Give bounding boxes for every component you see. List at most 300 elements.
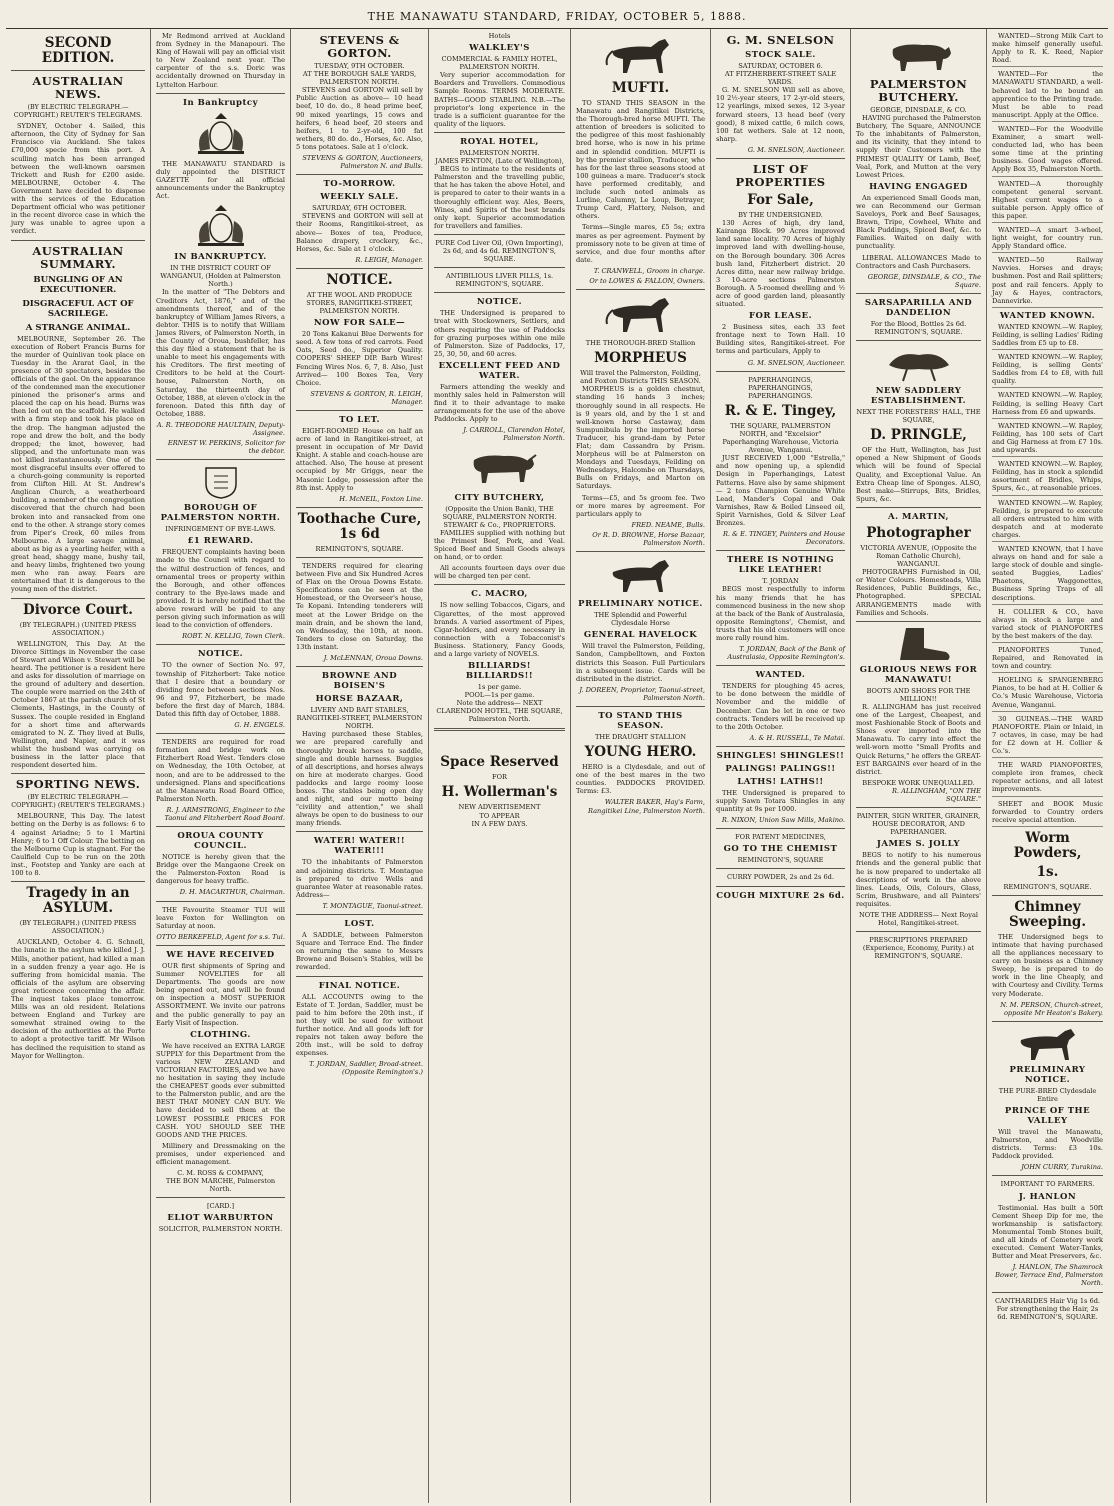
- accounts-note: All accounts fourteen days over due will be charged ten per cent.: [434, 564, 565, 581]
- card-label: [CARD.]: [206, 1202, 235, 1211]
- divider: [296, 666, 423, 667]
- lost-heading: LOST.: [344, 919, 375, 930]
- saddlery-heading: NEW SADDLERY ESTABLISHMENT.: [870, 386, 967, 407]
- havelock-body: Will travel the Palmerston, Feilding, Sandon, Campbelltown, and Foxton districts this Season. Full Particulars in a subsequent issue. Cards will be distributed in the district.: [576, 642, 705, 683]
- pringle-body: OF the Hutt, Wellington, has Just opened a New Shipment of Goods which will be found of Special Quality, and Exceptional Value. An Extra Cheap line of Sponges. ALSO, Best make—Stirrups, Bits, Bridles, Spurs, &c.: [856, 446, 981, 503]
- jolly-address: NOTE THE ADDRESS— Next Royal Hotel, Rangitikei-street.: [858, 911, 979, 928]
- column-2: [151, 29, 291, 1503]
- jordan-name: T. JORDAN: [762, 577, 799, 586]
- divider: [716, 868, 845, 869]
- divider: [296, 557, 423, 558]
- court-signature: A. R. THEODORE HAULTAIN, Deputy-Assignee.: [156, 420, 285, 437]
- dinsdale-body: HAVING purchased the Palmerston Butchery, The Square, ANNOUNCE To the inhabitants of Palmerston, and its vicinity, that they intend to supply their Customers with the PRIMEST QUALITY Of Lamb, Beef, Veal, Pork, and Mutton at the very Lowest Prices.: [856, 114, 981, 179]
- browne-heading: BROWNE AND BOISEN'S: [321, 671, 398, 692]
- tingey-sub: THE SQUARE, PALMERSTON NORTH, and "Excelsior" Paperhanging Warehouse, Victoria Avenue, Wanganui.: [722, 421, 839, 455]
- divider: [716, 746, 845, 747]
- ross-name: C. M. ROSS & COMPANY,: [177, 1169, 264, 1178]
- wanted-known-ad: WANTED KNOWN, that I have always on hand and for sale a large stock of double and single-seated Buggies, Ladies' Phaetons, Waggonettes, Business Spring Traps of all descriptions.: [992, 545, 1103, 605]
- patent-heading: FOR PATENT MEDICINES,: [735, 833, 826, 842]
- butchery-heading: CITY BUTCHERY,: [454, 492, 545, 503]
- divider: [156, 1197, 285, 1198]
- browne-body: Having purchased these Stables, we are prepared carefully and thoroughly break horses to saddle, single and double harness. Buggies of all descriptions, and horses always on hire at moderate charges. Good paddocks and large roomy loose boxes. The stables being open day and night, and our motto being "civility and attention," we shall always be open to do business to our many friends.: [296, 730, 423, 828]
- prelim-heading: PRELIMINARY NOTICE.: [1009, 1064, 1086, 1085]
- prelim-heading: PRELIMINARY NOTICE.: [578, 599, 703, 610]
- divider: [156, 644, 285, 645]
- divider: [992, 1021, 1103, 1022]
- column-1: [6, 29, 151, 1503]
- prince-body: Will travel the Manawatu, Palmerston, and Woodville districts. Terms: £3 10s. Paddock provided.: [992, 1128, 1103, 1161]
- clothing-heading: CLOTHING.: [190, 1029, 251, 1040]
- divider: [716, 828, 845, 829]
- divider: [576, 706, 705, 707]
- feed-heading: EXCELLENT FEED AND WATER.: [438, 360, 561, 381]
- wanted-known-heading: WANTED KNOWN.: [999, 310, 1096, 321]
- wanted-known-ad: WANTED KNOWN.—W. Rapley, Feilding, is prepared to execute all orders entrusted to him with despatch and at moderate charges.: [992, 499, 1103, 542]
- lease-signature: G. M. SNELSON, Auctioneer.: [747, 358, 845, 367]
- millinery-text: Millinery and Dressmaking on the premises, under experienced and efficient management.: [156, 1141, 285, 1166]
- boot-icon: [880, 626, 958, 662]
- summary-body: MELBOURNE, September 26. The execution of Robert Francis Burns for the murder of Quinlivan took place on Tuesday in the Ararat Gaol, in the presence of 30 spectators, besides the officials of the gaol. On the appearance of the condemned man the executioner pinioned the prisoner's arms and placed the cap on his head. Burns was then led out on the scaffold. He walked with a firm step and took his place on the drop. The hangman adjusted the rope and drew the bolt, and the body dropped; the knot, however, had slipped, and the unfortunate man was not killed instantaneously. One of the most disgraceful insults ever offered to a church-going community is reported from Clifton Hill. At St. Andrew's Anglican Church, a weatherboard building, a member of the congregation discovered that the church had been broken into and ransacked from one end to the other. A strange story comes from Piper's Creek, 60 miles from Melbourne. A large savage animal, about as big as a yearling heifer, with a great head, shaggy mane, bushy tail, and heavy limbs, frightened two young men who ran away. Fears are entertained that it is dangerous to the young men of the district.: [11, 334, 145, 594]
- properties-list: 130 Acres of high, dry land, Kairanga Block. 99 Acres improved land same locality. 70 Acres of highly improved land with dwelling-house, on the Borough boundary. 306 Acres bush land, Fitzherbert district. 20 Acres ditto, near new railway bridge. 3 10-acre sections Palmerston Borough. A 5-roomed dwelling and ½ acre of good garden land, pleasantly situated.: [716, 219, 845, 309]
- pringle-heading: D. PRINGLE,: [870, 427, 967, 444]
- feed-signature: J. CARROLL, Clarendon Hotel, Palmerston North.: [463, 426, 565, 443]
- weekly-signature: R. LEIGH, Manager.: [355, 255, 423, 264]
- pills-ad: ANTIBILIOUS LIVER PILLS, 1s. REMINGTON'S, SQUARE.: [445, 272, 554, 289]
- bylaws-heading: INFRINGEMENT OF BYE-LAWS.: [165, 525, 276, 534]
- reward-heading: £1 REWARD.: [187, 536, 254, 547]
- codliver-ad: PURE Cod Liver Oil, (Own Importing), 2s 6d, and 4s 6d. REMINGTON'S, SQUARE.: [435, 238, 564, 264]
- morpheus-body: MORPHEUS is a golden chestnut, standing 16 hands 3 inches; thoroughly sound in all respects. He is 9 years old, and by the 1 st and well-known horse Castaway, dam Sumpunibula by the imported horse Traducer, his grand-dam by Peter Flat; dam Cassandra by Prism. Morpheus will be at Palmerston on Mondays and Tuesdays, Feilding on Wednesdays, Halcombe on Thursdays, Bulls on Fridays, and Marton on Saturdays.: [576, 385, 705, 491]
- hanlon-name: J. HANLON: [1018, 1191, 1077, 1202]
- horse-icon: [1011, 1026, 1085, 1062]
- notice-signature: G. H. ENGELS.: [234, 721, 285, 730]
- weekly-heading: WEEKLY SALE.: [320, 192, 399, 203]
- clearing-body: TENDERS required for clearing between Five and Six Hundred Acres of Flax on the Oroua Downs Estate. Specifications can be seen at the Homestead, or the Overseer's house, Te Kopani. Intending tenderers will meet at the Lower Bridge on the main drain, and be shown the land, on Wednesday, the 10th, at noon. Tenders to close on Saturday, the 13th instant.: [296, 561, 423, 651]
- farmers-heading: IMPORTANT TO FARMERS.: [1000, 1180, 1095, 1189]
- divider: [716, 371, 845, 372]
- divider: [156, 945, 285, 946]
- weekly-date: SATURDAY, 6TH OCTOBER.: [312, 204, 407, 213]
- received-body: OUR first shipments of Spring and Summer NOVELTIES for all Departments. The goods are now being opened out, and will be found on inspection a MOST SUPERIOR ASSORTMENT. We invite our patrons and the public generally to pay an Early Visit of Inspection.: [156, 961, 285, 1027]
- divider: [716, 886, 845, 887]
- bankruptcy-heading: In Bankruptcy: [182, 97, 259, 108]
- stevens-heading: STEVENS & GORTON.: [319, 33, 400, 60]
- remington-address: REMINGTON'S, SQUARE: [737, 856, 824, 865]
- bazaar-heading: HORSE BAZAAR,: [315, 694, 404, 705]
- court-body: In the matter of "The Debtors and Creditors Act, 1876," and of the amendments thereof, and of the bankruptcy of William James Rivers, a debtor. THIS is to notify that William James Rivers, of Palmerston North, in the County of Oroua, bushfeller, has this day filed a statement that he is unable to meet his engagements with his Creditors. The first meeting of Creditors to be held at the Court-house, Palmerston North, on Saturday, the thirteenth day of October, 1888, at eleven o'clock in the forenoon. Dated this fifth day of October, 1888.: [156, 288, 285, 418]
- divider: [156, 459, 285, 460]
- warburton-address: SOLICITOR, PALMERSTON NORTH.: [158, 1225, 283, 1234]
- pool-price: POOL—1s per game.: [464, 691, 535, 700]
- tostand-heading: TO STAND THIS SEASON.: [598, 710, 683, 731]
- divorce-source: (BY TELEGRAPH.) (UNITED PRESS ASSOCIATION.): [19, 620, 137, 637]
- sporting-body: MELBOURNE, This Day. The latest betting on the Derby is as follows: 6 to 4 against Ariadne; 5 to 1 Martini Henry; 6 to 1 Off Colour. The betting on the Melbourne Cup is stagnant. For the Caulfield Cup to be run on the 20th inst., Footstep and Yanky are each at 100 to 8.: [11, 812, 145, 878]
- divider: [856, 293, 981, 294]
- toothache-heading: Toothache Cure, 1s 6d: [297, 510, 422, 542]
- paperhangings-heading: PAPERHANGINGS, PAPERHANGINGS, PAPERHANGINGS.: [748, 375, 813, 400]
- tolet-signature: H. McNEIL, Foxton Line.: [339, 494, 423, 503]
- photographer-heading: Photographer: [866, 524, 971, 541]
- wanted-known-ad: WANTED KNOWN.—W. Rapley, Feilding, has 100 sets of Cart and Gig Harness at from £7 10s. and upwards.: [992, 422, 1103, 457]
- lost-body: A SADDLE, between Palmerston Square and Terrace End. The finder on returning the same to Messrs Browne and Boisen's Stables, will be rewarded.: [296, 931, 423, 972]
- royal-heading: ROYAL HOTEL,: [460, 136, 539, 147]
- divider: [856, 621, 981, 622]
- paddock-body: THE Undersigned is prepared to treat with Stockowners, Settlers, and others requiring the use of Paddocks for grazing purposes within one mile of Palmerston. Size of Paddocks, 17, 25, 30, 50, and 60 acres.: [434, 309, 565, 358]
- for-sale-heading: For Sale,: [747, 192, 814, 209]
- hero-body: HERO is a Clydesdale, and out of one of the best mares in the two counties. PADDOCKS PROVIDED. Terms: £3.: [576, 763, 705, 796]
- cranwell-signature: T. CRANWELL, Groom in charge.: [593, 266, 705, 275]
- walkley-sub: COMMERCIAL & FAMILY HOTEL, PALMERSTON NORTH.: [441, 55, 558, 72]
- wanted-ad: WANTED—A smart 3-wheel, light weight, for country run. Apply Standard office.: [992, 226, 1103, 253]
- bespoke-line: BESPOKE WORK UNEQUALLED.: [862, 778, 975, 787]
- final-body: ALL ACCOUNTS owing to the Estate of T. Jordan, Saddler, must be paid to him before the 20th inst., if not they will be sued for without further notice. And all goods left for repairs not taken away before the 20th inst., will be sold to defray expenses.: [296, 992, 423, 1058]
- dinsdale-name: GEORGE, DINSDALE, & CO.: [870, 106, 967, 114]
- sarsaparilla-heading: SARSAPARILLA AND DANDELION: [864, 297, 973, 318]
- laths-heading: LATHS! LATHS!!: [737, 776, 824, 787]
- tui-body: THE Favourite Steamer TUI will leave Foxton for Wellington on Saturday at noon.: [156, 905, 285, 930]
- worm-heading: Worm Powders,: [1013, 829, 1082, 861]
- tingey-signature: R. & E. TINGEY, Painters and House Decorators.: [722, 530, 845, 547]
- notice-heading: NOTICE.: [326, 271, 393, 288]
- divider: [296, 507, 423, 508]
- divorce-body: WELLINGTON, This Day. At the Divorce Sittings in November the case of Stewart and Wilson v. Stewart will be heard. The petitioner is a resident here and asks for dissolution of marriage on the ground of adultery and desertion. The couple were married on the 24th of October 1867 at the parish church of St Clements, Hastings, in the County of Sussex. The couple resided in England for a short time and afterwards emigrated to N. Z. They lived at Bulls, Wellington, and Napier, and it was whilst the husband was carrying on business in the latter place that respondent deserted him.: [11, 639, 145, 770]
- redmond-text: Mr Redmond arrived at Auckland from Sydney in the Manapouri. The King of Hawaii will pay an official visit to New Zealand next year. The carpenter of the s.s. Doric was accidentally drowned on Thursday in Lyttelton Harbour.: [156, 32, 285, 89]
- royal-sub: PALMERSTON NORTH.: [459, 148, 540, 157]
- divider: [856, 340, 981, 341]
- morpheus-terms: Terms—£5, and 5s groom fee. Two or more mares by agreement. For particulars apply to: [576, 493, 705, 518]
- hanlon-signature: J. HANLON, The Shamrock Bower, Terrace End, Palmerston North.: [995, 1263, 1103, 1288]
- horse-icon: [599, 556, 683, 596]
- bull-icon: [458, 446, 542, 490]
- divider: [716, 665, 845, 666]
- feed-body: Farmers attending the weekly and monthly sales held in Palmerston will find it to their advantage to make arrangements for the use of the above Paddocks. Apply to: [434, 382, 565, 424]
- prince-signature: JOHN CURRY, Turakina.: [1021, 1163, 1103, 1172]
- final-heading: FINAL NOTICE.: [318, 980, 401, 991]
- prince-intro: THE PURE-BRED Clydesdale Entire: [998, 1086, 1097, 1103]
- divider: [434, 728, 565, 731]
- saddlery-sub: NEXT THE FORESTERS' HALL, THE SQUARE,: [856, 408, 981, 425]
- browne-signature: Or R. D. BROWNE, Horse Bazaar, Palmerston North.: [592, 530, 705, 548]
- engaged-body: An experienced Small Goods man, we can Recommend our German Saveloys, Pork and Beef Sausages, Brawn, Tripe, Cowheel, White and Black Puddings, Spiced Beef, &c. to Families. Waited on daily with punctuality.: [856, 193, 981, 251]
- stewart-body: FAMILIES supplied with nothing but the Primest Beef, Pork, and Veal. Spiced Beef and Small Goods always on hand, or to order.: [434, 528, 565, 562]
- tenders-body: TENDERS are required for road formation and bridge work on Fitzherbert Road West. Tenders close on Wednesday, the 10th October, at noon, and are to be addressed to the undersigned. Plans and specifications at the Manawatu Road Board Office, Palmerston North.: [156, 738, 285, 803]
- morpheus-sub: Will travel the Palmerston, Feilding, and Foxton Districts THIS SEASON.: [580, 369, 701, 386]
- divider: [156, 826, 285, 827]
- person-signature: N. M. PERSON, Church-street, opposite Mr Heaton's Bakery.: [1000, 1000, 1103, 1017]
- snelson-signature: G. M. SNELSON, Auctioneer.: [747, 145, 845, 154]
- royal-crest-icon: [186, 203, 256, 249]
- divider: [716, 158, 845, 159]
- produce-stores: AT THE WOOL AND PRODUCE STORES, RANGITIKEI-STREET, PALMERSTON NORTH.: [306, 290, 413, 316]
- divider: [156, 93, 285, 94]
- liberal-text: LIBERAL ALLOWANCES Made to Contractors and Cash Purchasers.: [856, 253, 981, 270]
- divider: [434, 234, 565, 235]
- divider: [11, 773, 145, 774]
- macro-heading: C. MACRO,: [471, 589, 528, 600]
- mufti-terms: Terms—Single mares, £5 5s; extra mares as per agreement. Payment by promissory note to be given at time of service, and due four months after date.: [576, 223, 705, 264]
- owners-signature: Or to LOWES & FALLON, Owners.: [589, 276, 705, 285]
- tingey-heading: R. & E. Tingey,: [724, 402, 837, 419]
- baker-signature: WALTER BAKER, Hay's Farm, Rangitikei Line, Palmerston North.: [587, 798, 705, 815]
- hanlon-body: Testimonial. Has built a 50ft Cement Sheep Dip for me, the workmanship is satisfactory. Monumental Tomb Stones built, and all kinds of Cemetery work executed. Cement Water-Tanks, Butter and Meat Preservers, &c.: [992, 1203, 1103, 1261]
- masthead: THE MANAWATU STANDARD, FRIDAY, OCTOBER 5, 1888.: [6, 4, 1108, 29]
- divider: [434, 132, 565, 133]
- neame-signature: FRED. NEAME, Bulls.: [631, 520, 705, 529]
- oroua-signature: D. H. MACARTHUR, Chairman.: [179, 888, 285, 897]
- draught-heading: THE DRAUGHT STALLION: [595, 732, 686, 741]
- divider: [856, 507, 981, 508]
- jordan-signature: T. JORDAN, Back of the Bank of Australasia, Opposite Remington's.: [727, 645, 845, 662]
- macro-body: IS now selling Tobaccos, Cigars, and Cigarettes, of the most approved brands. A varied assortment of Pipes, Cigar-holders, and every necessary in connection with a Tobacconist's Business. Stationery, Fancy Goods, and a large variety of NOVELS.: [434, 601, 565, 658]
- wanted-known-ad: WANTED KNOWN.—W. Rapley, Feilding, is selling Ladies' Riding Saddles from £5 up to £8.: [992, 323, 1103, 350]
- havelock-intro: THE Splendid and Powerful Clydesdale Horse: [594, 611, 687, 628]
- bylaws-signature: ROBT. N. KELLIG, Town Clerk.: [182, 632, 285, 641]
- notice-heading: NOTICE.: [197, 649, 244, 660]
- doreen-signature: J. DOREEN, Proprietor, Taonui-street, Palmerston North.: [579, 685, 705, 702]
- clothing-body: We have received an EXTRA LARGE SUPPLY for this Department from the various NEW ZEALAND and VICTORIAN FACTORIES, and we have no hesitation in saying they include the CHEAPEST goods ever submitted to the Palmerston public, and are the BEST THAT MONEY CAN BUY. We have decided to sell them at the LOWEST POSSIBLE PRICES FOR CASH. YOU SHOULD SEE THE GOODS AND THE PRICES.: [156, 1041, 285, 1139]
- clarendon-address: Note the address— NEXT CLARENDON HOTEL, THE SQUARE, Palmerston North.: [436, 699, 563, 724]
- wanted-ad: WANTED—For the Woodville Examiner, a smart well-conducted lad, who has been some time at the printing business. Good wages offered. Apply Box 35, Palmerston North.: [992, 125, 1103, 177]
- weekly-body: STEVENS and GORTON will sell at their Rooms, Rangitikei-street, as above— Boxes of tea, Produce, Balance drapery, crockery, &c., Horses, &c. Sale at 1 o'clock.: [296, 212, 423, 253]
- chemist-heading: GO TO THE CHEMIST: [723, 844, 838, 855]
- sale-yards: AT THE BOROUGH SALE YARDS, PALMERSTON NORTH.: [302, 70, 417, 87]
- space-for: FOR: [492, 773, 507, 782]
- summary-heading: AUSTRALIAN SUMMARY.: [32, 243, 124, 271]
- tolet-body: EIGHT-ROOMED House on half an acre of land in Rangitikei-street, at present in occupation of Mr David Knight. A stable and coach-house are attached. Also, The house at present occupied by Mr Griggs, near the Masonic Lodge, possession after the 8th inst. Apply to: [296, 427, 423, 492]
- received-heading: WE HAVE RECEIVED: [166, 949, 275, 960]
- divider: [296, 831, 423, 832]
- royal-body: BEGS to intimate to the residents of Palmerston and the travelling public, that he has taken the above Hotel, and is prepared to cater to their wants in a thoroughly efficient way. Ales, Beers, Wines, and Spirits of the best brands only kept. Superior accommodation for travellers and families.: [434, 165, 565, 230]
- warburton-name: ELIOT WARBURTON: [167, 1213, 274, 1224]
- palings-heading: PALINGS! PALINGS!!: [725, 763, 836, 774]
- column-7: [851, 29, 987, 1503]
- divider: [856, 931, 981, 932]
- stevens-body: STEVENS and GORTON will sell by Public Auction as above— 10 head beef, 10 do. do., 8 head prime beef, 90 mixed yearlings, 15 cows and heifers, 6 head beef, 20 steers and heifers, 1 to 2-yr-old, 100 fat wethers, 80 do. do., Horses, &c. Also, 5 tons potatoes. Sale at 1 o'clock.: [296, 86, 423, 151]
- divider: [11, 70, 145, 71]
- divider: [434, 292, 565, 293]
- martin-sub: VICTORIA AVENUE, (Opposite the Roman Catholic Church), WANGANUI.: [860, 543, 977, 569]
- worm-price: 1s.: [1036, 863, 1059, 880]
- divider: [992, 895, 1103, 896]
- divider: [156, 901, 285, 902]
- wanted-known-ad: WANTED KNOWN.—W. Rapley, Feilding, is selling Gents' Saddles from £4 to £8, with full quality.: [992, 353, 1103, 388]
- collier-ad: H. COLLIER & CO., have always in stock a large and varied stock of PIANOFORTES by the best makers of the day.: [992, 608, 1103, 643]
- divorce-heading: Divorce Court.: [23, 601, 133, 618]
- morpheus-heading: MORPHEUS: [594, 350, 687, 367]
- curry-ad: CURRY POWDER, 2s and 2s 6d.: [726, 873, 834, 882]
- lease-heading: FOR LEASE.: [748, 311, 813, 322]
- cantharides-ad: CANTHARIDES Hair Vig 1s 6d. For strengthening the Hair, 2s 6d. REMINGTON'S, SQUARE.: [994, 1296, 1101, 1321]
- court-solicitor: ERNEST W. PERKINS, Solicitor for the debtor.: [167, 439, 285, 456]
- wanted-known-ad: WANTED KNOWN.—W. Rapley, Feilding, has in stock a splendid assortment of Bridles, Whips, Spurs, &c., at reasonable prices.: [992, 460, 1103, 495]
- wanted-known-ad: WANTED KNOWN.—W. Rapley, Feilding, is selling Heavy Cart Harness from £6 and upwards.: [992, 391, 1103, 418]
- news-heading: AUSTRALIAN NEWS.: [32, 74, 124, 101]
- gazette-text: THE MANAWATU STANDARD is duly appointed the DISTRICT GAZETTE for all official announcements under the Bankruptcy Act.: [156, 159, 285, 201]
- boots-heading: BOOTS AND SHOES FOR THE MILLION!!: [866, 686, 971, 703]
- cough-ad: COUGH MIXTURE 2s 6d.: [716, 890, 845, 901]
- fenton-name: JAMES FENTON, (Late of Wellington),: [435, 157, 564, 166]
- water-heading: WATER! WATER!! WATER!!!: [313, 836, 406, 857]
- paddock-notice-heading: NOTICE.: [476, 297, 523, 308]
- water-body: TO the inhabitants of Palmerston and adjoining districts. T. Montague is prepared to drive Wells and guarantee Water at reasonable rates. Address—: [296, 858, 423, 899]
- asylum-body: AUCKLAND, October 4. G. Schnell, the lunatic in the asylum who killed J. J. Mills, another patient, had killed a man in a sudden frenzy a year ago. He is suffering from homicidal mania. The officials of the asylum are observing great reticence concerning the affair. The inquest takes place tomorrow. Mills was an old resident. Relations between England and Turkey are somewhat strained owing to the decision of the authorities at the Porte to adopt a protective tariff. Mr Wilson has declined the requisition to stand as Mayor for Wellington.: [11, 938, 145, 1060]
- guineas-ad: 30 GUINEAS.—THE WARD PIANOFORTE. Plain or Inlaid, in 7 octaves, in case, may be had for £2 down at H. Collier & Co.'s.: [992, 715, 1103, 758]
- prince-heading: PRINCE OF THE VALLEY: [1004, 1106, 1091, 1126]
- tui-signature: OTTO BERKEFELD, Agent for s.s. Tui.: [156, 932, 285, 941]
- leather-heading: THERE IS NOTHING LIKE LEATHER!: [727, 555, 834, 576]
- bull-icon: [879, 35, 959, 75]
- columns: [6, 29, 1108, 1503]
- wanted-heading: WANTED.: [755, 670, 806, 681]
- stevens-signature: STEVENS & GORTON, Auctioneers, Palmerston N. and Bulls.: [302, 154, 423, 171]
- royal-crest-icon: [186, 111, 256, 157]
- chimney-body: THE Undersigned begs to intimate that having purchased all the appliances necessary to carry on business as a Chimney Sweep, he is prepared to do work in the line Cheaply, and with Courtesy and Civility. Terms very Moderate.: [992, 932, 1103, 998]
- tingey-received: JUST RECEIVED 1,000 "Estrella," and now opening up, a splendid Design in Paperhangings, Latest Patterns. Have also by same shipment— 2 tons Champion Genuine White Lead, Mander's Copal and Oak Varnishes, Raw & Boiled Linseed oil, Spirit Varnishes, Gold & Silver Leaf Bronzes.: [716, 454, 845, 528]
- jolly-body: BEGS to notify to his numerous friends and the general public that he is now prepared to undertake all descriptions of work in the above lines. Leads, Oils, Colours, Glass, Scrim, Brushware, and all Painters' requisites.: [856, 851, 981, 908]
- divider: [11, 881, 145, 882]
- stock-sale-yards: AT FITZHERBERT-STREET SALE YARDS.: [724, 70, 837, 87]
- divider: [296, 410, 423, 411]
- water-signature: T. MONTAGUE, Taonui-street.: [322, 901, 423, 910]
- mufti-heading: MUFTI.: [611, 80, 670, 96]
- tolet-heading: TO LET.: [339, 415, 380, 425]
- jordan-body: BEGS most respectfully to inform his many friends that he has commenced business in the new shop at the back of the Bank of Australasia, opposite Remingtons', Chemist, and trusts that his old customers will once more rally round him.: [716, 585, 845, 642]
- pianos-ad: PIANOFORTES Tuned, Repaired, and Renovated in town and country.: [992, 646, 1103, 673]
- sporting-heading: SPORTING NEWS.: [15, 777, 141, 792]
- column-8: [987, 29, 1108, 1503]
- jolly-name: JAMES S. JOLLY: [876, 839, 961, 850]
- divider: [296, 976, 423, 977]
- prescriptions-ad: PRESCRIPTIONS PREPARED (Experience, Economy, Purity.) at REMINGTON'S, SQUARE.: [862, 936, 975, 961]
- divider: [576, 289, 705, 290]
- billiards-heading: BILLIARDS! BILLIARDS!!: [465, 661, 534, 682]
- havelock-heading: GENERAL HAVELOCK: [583, 630, 698, 641]
- dinsdale-signature: GEORGE, DINSDALE, & CO., The Square.: [867, 272, 981, 289]
- column-6: [711, 29, 851, 1503]
- wanted-ad: WANTED—50 Railway Navvies. Horses and drays; bushmen. Post and Rail splitters; post and rail fencers. Apply to Jay & Hayes, contractors, Dannevirke.: [992, 256, 1103, 308]
- space-heading: Space Reserved: [440, 754, 559, 771]
- clearing-signature: J. McLENNAN, Oroua Downs.: [323, 653, 423, 662]
- sporting-source: (BY ELECTRIC TELEGRAPH.—COPYRIGHT.) (REUTER'S TELEGRAMS.): [11, 793, 145, 810]
- oroua-heading: OROUA COUNTY COUNCIL.: [177, 831, 264, 852]
- court-heading: IN THE DISTRICT COURT OF WANGANUI, (Holden at Palmerston North.): [160, 264, 281, 289]
- wanted-body: TENDERS for ploughing 45 acres, to be done between the middle of November and the middle of December. Can be let in one or two contracts. Tenders will be received up to the 20th October.: [716, 682, 845, 731]
- allingham-body: R. ALLINGHAM has just received one of the Largest, Cheapest, and most Fashionable Stock of Boots and Shoes ever imported into the Manawatu. To carry into effect the well-worn motto "Small Profits and Quick Returns," he offers the GREAT-EST BARGAINS ever heard of in the district.: [856, 702, 981, 776]
- stock-sale-date: SATURDAY, OCTOBER 6.: [738, 62, 823, 70]
- in-bankruptcy-heading: IN BANKRUPTCY.: [174, 252, 267, 263]
- divider: [716, 550, 845, 551]
- forsale-signature: STEVENS & GORTON, R. LEIGH, Manager.: [310, 389, 423, 406]
- divider: [296, 914, 423, 915]
- walkley-heading: WALKLEY'S: [469, 43, 530, 54]
- sale-date: TUESDAY, 9TH OCTOBER.: [314, 62, 405, 70]
- sheet-music-ad: SHEET and BOOK Music forwarded to Country orders receive special attention.: [992, 800, 1103, 827]
- ward-ad: THE WARD PIANOFORTES, complete iron frames, check repeater actions, and all latest improvements.: [992, 761, 1103, 796]
- snelson-heading: G. M. SNELSON: [726, 33, 835, 47]
- nixon-body: THE Undersigned is prepared to supply Sawn Totara Shingles in any quantity at 9s per 1000.: [716, 788, 845, 814]
- wanted-signature: A. & H. RUSSELL, Te Matai.: [749, 733, 845, 742]
- divider: [156, 733, 285, 734]
- divider: [434, 267, 565, 268]
- appear-line: TO APPEAR: [479, 811, 520, 820]
- allingham-signature: R. ALLINGHAM, "ON THE SQUARE.": [891, 786, 981, 803]
- painter-heading: PAINTER, SIGN WRITER, GRAINER, HOUSE DECORATOR, AND PAPERHANGER.: [856, 812, 981, 837]
- divider: [11, 240, 145, 241]
- edition-title: SECOND EDITION.: [41, 35, 115, 66]
- divider: [992, 1292, 1103, 1293]
- billiards-price: 1s per game.: [477, 683, 522, 692]
- livery-heading: LIVERY AND BAIT STABLES, RANGITIKEI-STREET, PALMERSTON NORTH.: [296, 706, 423, 731]
- divider: [434, 584, 565, 585]
- butchery-heading: PALMERSTON BUTCHERY.: [869, 77, 968, 104]
- divider: [992, 1175, 1103, 1176]
- asylum-source: (BY TELEGRAPH.) (UNITED PRESS ASSOCIATION.): [19, 919, 137, 936]
- snelson-list: G. M. SNELSON Will sell as above, 10 2½-year steers, 17 2-yr-old steers, 12 yearlings, mixed sexes, 12 3-year forward steers, 13 head beef (very good), 8 mixed cattle, 6 milch cows, 100 fat wethers. Sale at 12 noon, sharp.: [716, 86, 845, 143]
- borough-heading: BOROUGH OF PALMERSTON NORTH.: [160, 503, 281, 524]
- glorious-heading: GLORIOUS NEWS FOR MANAWATU!: [859, 664, 978, 685]
- tenders-signature: R. J. ARMSTRONG, Engineer to the Taonui and Fitzherbert Road Board.: [164, 805, 285, 822]
- bylaws-body: FREQUENT complaints having been made to the Council with regard to the wilful destruction of fences, and ornamental trees or property within the Borough, and other offences contrary to the Bye-laws made and provided. It is hereby notified that the above reward will be paid to any person giving such information as will lead to the conviction of offenders.: [156, 548, 285, 630]
- walkley-body: Very superior accommodation for Boarders and Travellers. Commodious Sample Rooms. TERMS MODERATE. BATHS—GOOD STABLING. N.B.—The proprietor's long experience in the trade is a sufficient guarantee for the quality of the liquors.: [434, 71, 565, 128]
- undersigned-line: BY THE UNDERSIGNED.: [738, 211, 823, 220]
- news-source: (BY ELECTRIC TELEGRAPH.—COPYRIGHT.) REUTER'S TELEGRAMS.: [13, 103, 143, 120]
- wanted-ad: WANTED—A thoroughly competent general servant. Highest current wages to a suitable person. Apply office of this paper.: [992, 180, 1103, 223]
- horse-icon: [599, 294, 683, 336]
- saddle-icon: [879, 345, 959, 383]
- young-hero-heading: YOUNG HERO.: [584, 744, 697, 761]
- horse-icon: [599, 35, 683, 77]
- borough-seal-icon: [196, 464, 246, 500]
- ross-address: THE BON MARCHE, Palmerston North.: [165, 1177, 276, 1194]
- toothache-address: REMINGTON'S, SQUARE.: [315, 544, 404, 553]
- oroua-body: NOTICE is hereby given that the Bridge over the Mangaone Creek on the Palmerston-Foxton Road is dangerous for heavy traffic.: [156, 853, 285, 886]
- space-reserved-box: [434, 735, 565, 845]
- lease-body: 2 Business sites, each 33 feet frontage next to Town Hall. 10 Building sites, Rangitikei-street. For terms and particulars, Apply to: [716, 323, 845, 356]
- animal-heading: A STRANGE ANIMAL.: [25, 322, 131, 333]
- column-5: [571, 29, 711, 1503]
- engaged-heading: HAVING ENGAGED: [869, 181, 968, 192]
- tomorrow-heading: TO-MORROW.: [323, 179, 396, 190]
- butchery-sub: (Opposite the Union Bank), THE SQUARE, PALMERSTON NORTH.: [442, 504, 557, 521]
- wollerman-name: H. Wollerman's: [441, 784, 558, 801]
- wanted-ad: WANTED—For the MANAWATU STANDARD, a well-behaved lad to be bound an apprentice to the Printing trade. Must be able to read manuscript. Apply at the Office.: [992, 70, 1103, 122]
- column-3: [291, 29, 429, 1503]
- chimney-heading: Chimney Sweeping.: [1008, 898, 1087, 930]
- mufti-body: TO STAND THIS SEASON in the Manawatu and Rangitikei Districts, the Thorough-bred horse MUFTI. The attention of breeders is solicited to the pedigree of this most fashionably bred horse, who is now in his prime and in splendid condition. MUFTI is by the premier stallion, Traducer, who has for the last three seasons stood at 100 guineas a mare. Traducer's stock have performed creditably, and include such noted animals as Lurline, Calumny, Le Loup, Betrayer, Trump Card, Flattery, Nelson, and others.: [576, 99, 705, 221]
- hoeling-ad: HOELING & SPANGENBERG Pianos, to be had at H. Collier & Co.'s Music Warehouse, Victoria Avenue, Wanganui.: [992, 676, 1103, 711]
- stewart-name: STEWART & Co., PROPRIETORS.: [443, 520, 556, 529]
- morpheus-intro: THE THOROUGH-BRED Stallion: [585, 339, 696, 348]
- news-body: SYDNEY, October 4. Sailed, this afternoon, the City of Sydney for San Francisco via Auckland. She takes £70,000 specie from this port. A sculling match has been arranged between the well-known oarsmen Trickett and Rush for £200 aside. MELBOURNE, October 4. The Government have decided to dispense with the services of the Education Department official who was petitioner in the recent divorce case in which the jury was unable to agree upon a verdict.: [11, 122, 145, 236]
- sarsaparilla-sub: For the Blood, Bottles 2s 6d. REMINGTON'S, SQUARE.: [870, 319, 967, 336]
- divider: [576, 551, 705, 552]
- divider: [11, 598, 145, 599]
- divider: [856, 807, 981, 808]
- worm-address: REMINGTON'S, SQUARE.: [1003, 882, 1092, 891]
- wanted-ad: WANTED—Strong Milk Cart to make himself generally useful. Apply to R. K. Reed, Napier Road.: [992, 32, 1103, 67]
- nixon-signature: R. NIXON, Union Saw Mills, Makino.: [721, 816, 845, 825]
- forsale-body: 20 Tons Kakanui Blue Derwents for seed. A few tons of red carrots. Feed Oats, Seed do., Superior Quality. COOPERS' SHEEP DIP. Barb Wires! Fencing Wires Nos. 6, 7, 8. Also, Just Arrived— 100 Boxes Tea, Very Choice.: [296, 330, 423, 387]
- notice-body: TO the owner of Section No. 97, township of Fitzherbert: Take notice that I desire that a boundary or dividing fence between sections Nos. 96 and 97, Fitzherbert, be made before the first day of March, 1884. Dated this fifth day of October, 1888.: [156, 661, 285, 718]
- hotels-label: Hotels: [488, 32, 511, 40]
- martin-name: A. MARTIN,: [888, 511, 949, 522]
- new-ad-line: NEW ADVERTISEMENT: [458, 803, 541, 812]
- stock-sale-heading: STOCK SALE.: [745, 50, 816, 60]
- bungling-heading: BUNGLING OF AN EXECUTIONER.: [33, 274, 123, 295]
- divider: [296, 174, 423, 175]
- final-signature: T. JORDAN, Saddler, Broad-street. (Opposite Remington's.): [309, 1060, 423, 1077]
- forsale-heading: NOW FOR SALE—: [313, 318, 406, 329]
